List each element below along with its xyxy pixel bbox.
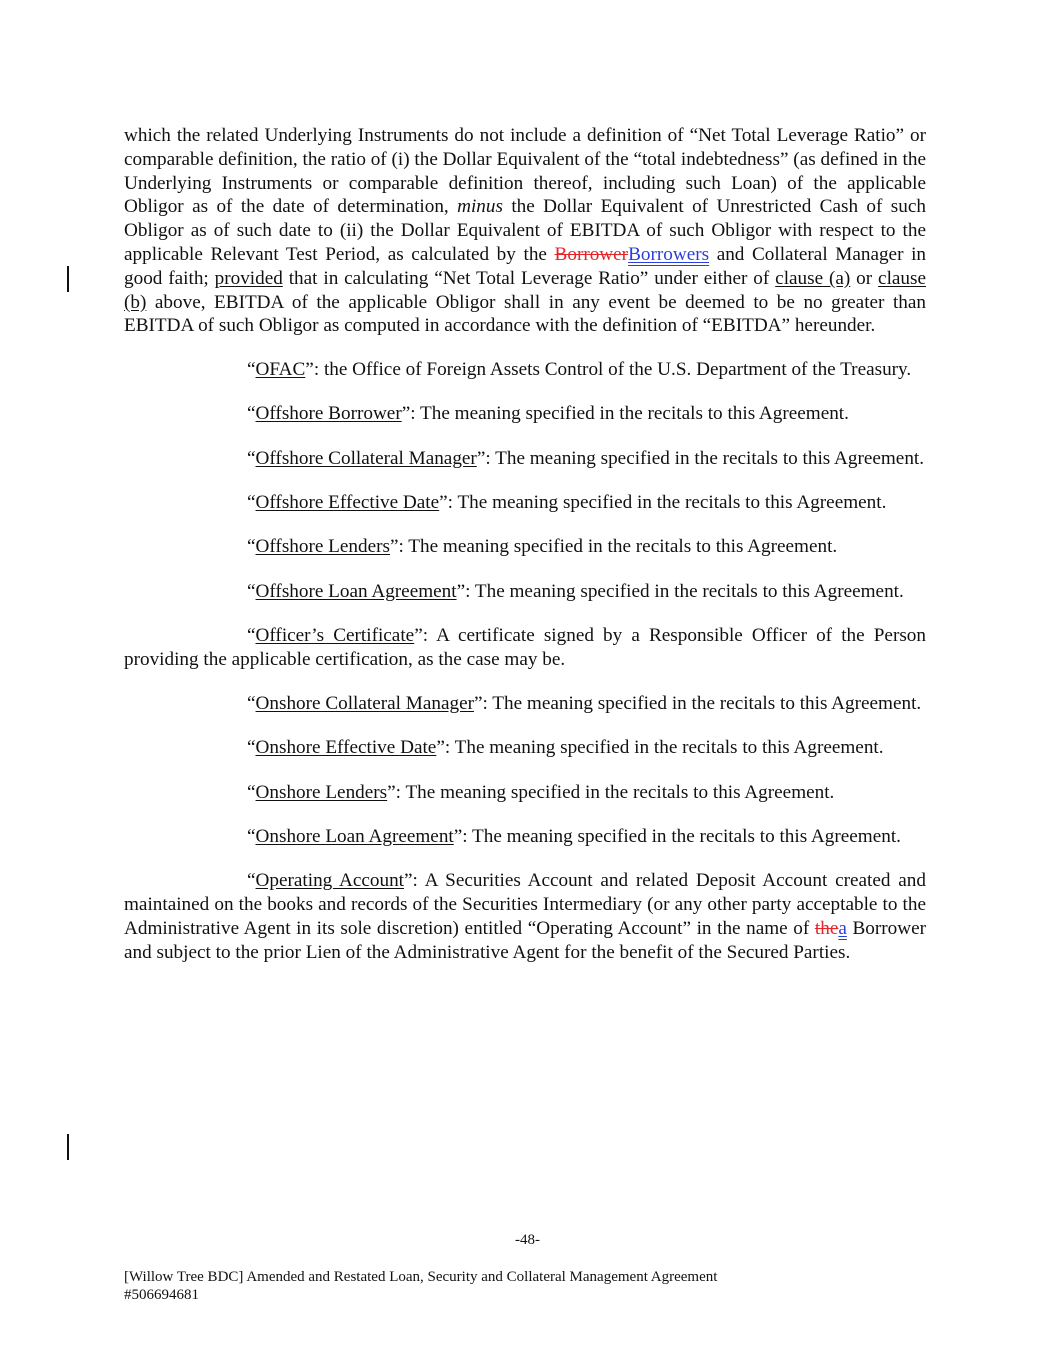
definition-officers-certificate: [124, 624, 926, 672]
paragraph-text: or: [850, 267, 879, 289]
deleted-text: the: [814, 917, 839, 939]
definition-text: Borrower and subject to the prior Lien of the Administrative Agent for the benefit of the Secured Parties.: [124, 917, 927, 963]
definition-ofac: [124, 358, 926, 382]
definition-text: ”: The meaning specified in the recitals to this Agreement.: [389, 536, 838, 558]
page-number: -48-: [515, 1232, 540, 1248]
definition-offshore-borrower: [124, 402, 926, 426]
open-quote: “: [247, 403, 256, 425]
clause-b-reference: clause (b): [124, 267, 926, 313]
document-page: [124, 124, 926, 985]
open-quote: “: [247, 737, 256, 759]
defined-term: Offshore Collateral Manager: [255, 447, 477, 469]
definition-text: ”: The meaning specified in the recitals to this Agreement.: [401, 403, 849, 425]
open-quote: “: [247, 447, 256, 469]
definition-onshore-collateral-manager: [124, 692, 926, 716]
open-quote: “: [247, 536, 256, 558]
definition-text: ”: The meaning specified in the recitals to this Agreement.: [436, 737, 884, 759]
definition-text: ”: The meaning specified in the recitals to this Agreement.: [473, 693, 922, 715]
defined-term: Onshore Effective Date: [255, 737, 437, 759]
defined-term: Offshore Lenders: [255, 536, 390, 558]
open-quote: “: [247, 870, 256, 892]
paragraph-text: and Collateral Manager in good faith;: [124, 243, 926, 289]
open-quote: “: [247, 825, 256, 847]
defined-term: OFAC: [255, 359, 306, 381]
definition-offshore-effective-date: [124, 491, 926, 515]
clause-a-reference: clause (a): [775, 267, 851, 289]
definition-text: ”: The meaning specified in the recitals to this Agreement.: [453, 825, 901, 847]
definition-text: ”: The meaning specified in the recitals to this Agreement.: [387, 781, 835, 803]
open-quote: “: [247, 580, 256, 602]
definition-offshore-loan-agreement: [124, 580, 926, 604]
change-bar: [67, 266, 69, 292]
paragraph-text: above, EBITDA of the applicable Obligor shall in any event be deemed to be no greater than EBITDA of such Obligor as computed in accordance with the definition of “EBITDA” hereunder.: [124, 291, 926, 337]
change-bar: [67, 1134, 69, 1160]
paragraph-text: the Dollar Equivalent of Unrestricted Cash of such Obligor as of such date to (ii) the Dollar Equivalent of EBITDA of such Obligor with respect to the applicable Relevant Test Period, as calculated by the: [124, 196, 926, 265]
defined-term: Offshore Effective Date: [255, 492, 440, 514]
definition-onshore-loan-agreement: [124, 825, 926, 849]
paragraph-text: that in calculating “Net Total Leverage Ratio” under either of: [282, 267, 776, 289]
defined-term: Onshore Collateral Manager: [255, 693, 474, 715]
definition-text: ”: The meaning specified in the recitals to this Agreement.: [439, 492, 887, 514]
footer-title: [Willow Tree BDC] Amended and Restated Loan, Security and Collateral Management Agreement: [124, 1269, 718, 1285]
provided-underlined: provided: [214, 267, 283, 289]
open-quote: “: [247, 693, 256, 715]
defined-term: Onshore Loan Agreement: [255, 825, 454, 847]
definition-text: ”: The meaning specified in the recitals to this Agreement.: [456, 580, 904, 602]
inserted-text: Borrowers: [628, 243, 710, 265]
open-quote: “: [247, 492, 256, 514]
net-total-leverage-ratio-continuation: [124, 124, 926, 338]
definition-operating-account: [124, 869, 926, 964]
defined-term: Onshore Lenders: [255, 781, 388, 803]
open-quote: “: [247, 624, 256, 646]
footer-doc-id: #506694681: [124, 1287, 199, 1303]
document-footer: [124, 1268, 717, 1304]
definition-offshore-collateral-manager: [124, 447, 926, 471]
defined-term: Officer’s Certificate: [255, 624, 415, 646]
defined-term: Operating Account: [255, 870, 404, 892]
definition-text: ”: A certificate signed by a Responsible Officer of the Person providing the applicable certification, as the case may be.: [124, 624, 926, 670]
defined-term: Offshore Loan Agreement: [255, 580, 457, 602]
defined-term: Offshore Borrower: [255, 403, 402, 425]
inserted-text: a: [838, 917, 847, 939]
open-quote: “: [247, 359, 256, 381]
definition-onshore-lenders: [124, 781, 926, 805]
definition-offshore-lenders: [124, 535, 926, 559]
definition-onshore-effective-date: [124, 736, 926, 760]
minus-italic: minus: [457, 196, 503, 218]
definition-text: ”: the Office of Foreign Assets Control of the U.S. Department of the Treasury.: [305, 359, 912, 381]
deleted-text: Borrower: [554, 243, 629, 265]
open-quote: “: [247, 781, 256, 803]
definition-text: ”: The meaning specified in the recitals to this Agreement.: [476, 447, 925, 469]
paragraph-text: which the related Underlying Instruments do not include a definition of “Net Total Leverage Ratio” or comparable definition, the ratio of (i) the Dollar Equivalent of the “total indebtedness” (as defined in the Underlying Instruments or comparable definition thereof, including such Loan) of the applicable Obligor as of the date of determination,: [124, 125, 926, 218]
definition-text: ”: A Securities Account and related Deposit Account created and maintained on the books and records of the Securities Intermediary (or any other party acceptable to the Administrative Agent in its sole discretion) entitled “Operating Account” in the name of: [124, 870, 926, 939]
